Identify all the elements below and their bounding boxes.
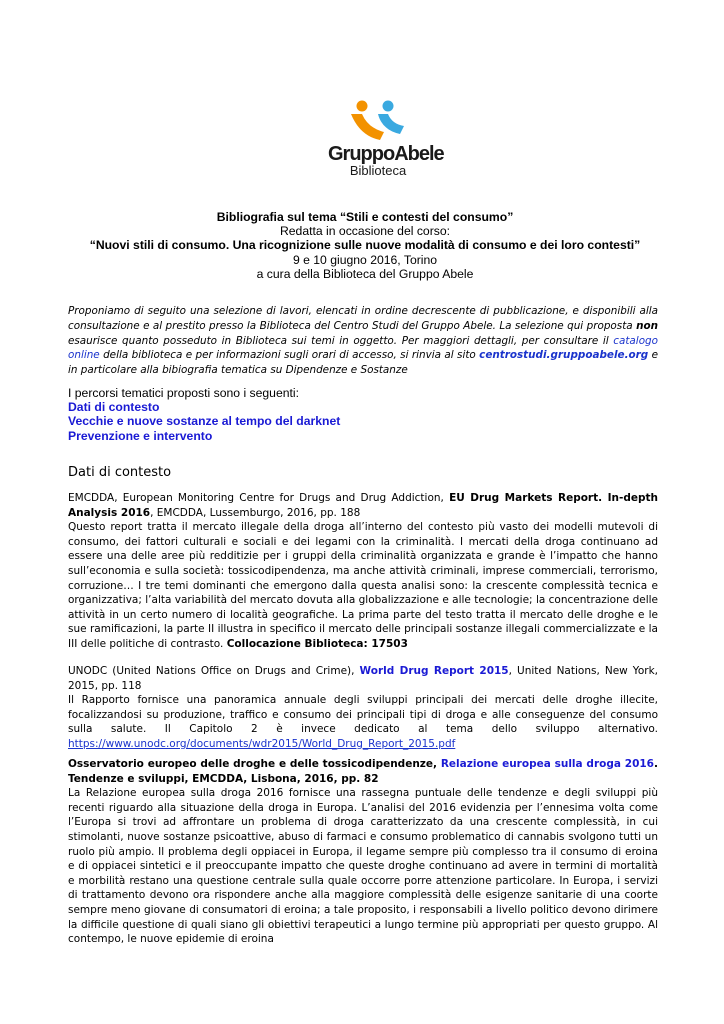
entry-location: Collocazione Biblioteca: 17503 xyxy=(226,637,408,650)
course-date: 9 e 10 giugno 2016, Torino xyxy=(292,252,438,267)
path-link-prevenzione-intervento[interactable]: Prevenzione e intervento xyxy=(68,428,213,443)
bibliography-entry xyxy=(68,491,658,652)
course-title: “Nuovi stili di consumo. Una ricognizione sulle nuove modalità di consumo e dei loro contesti” xyxy=(89,238,641,253)
entry-citation: Osservatorio europeo delle droghe e delle tossicodipendenze, Relazione europea sulla droga 2016. Tendenze e sviluppi, EMCDDA, Lisbona, 2016, pp. 82 xyxy=(68,758,658,785)
entry-url-link[interactable]: https://www.unodc.org/documents/wdr2015/World_Drug_Report_2015.pdf xyxy=(68,737,456,750)
entry-abstract: La Relazione europea sulla droga 2016 fornisce una rassegna puntuale delle tendenze e degli sviluppi più recenti riguardo alla situazione della droga in Europa. L’analisi del 2016 evidenzia per l’ennesima volta come l’Europa si trovi ad affrontare un problema di droga caratterizzato da una crescente complessità, in cui stimolanti, nuove sostanze psicoattive, abuso di farmaci e consumo problematico di cannabis svolgono tutti un ruolo più ampio. Il problema degli oppiacei in Europa, il legame sempre più complesso tra il consumo di eroina e di oppiacei sintetici e il preoccupante impatto che queste droghe continuano ad avere in termini di mortalità e morbilità restano una questione centrale sulla quale occorre porre attenzione particolare. In Europa, i servizi di trattamento devono ora rispondere anche alla maggiore complessità delle esigenze sanitarie di una coorte sempre meno giovane di consumatori di eroina; a tale proposito, i responsabili a livello politico devono dirimere la difficile questione di quali siano gli obiettivi terapeutici a lungo termine più appropriati per questo gruppo. Al contempo, le nuove epidemie di eroina xyxy=(68,787,658,946)
logo-name: GruppoAbele xyxy=(328,143,444,165)
entry-title: World Drug Report 2015 xyxy=(359,665,509,677)
bibliography-entry xyxy=(68,757,658,947)
thematic-paths xyxy=(68,386,658,443)
entry-title: Relazione europea sulla droga 2016 xyxy=(440,758,654,770)
site-link[interactable]: centrostudi.gruppoabele.org xyxy=(479,349,649,362)
catalog-link[interactable]: catalogo online xyxy=(68,334,658,362)
bibliography-entry xyxy=(68,664,658,752)
logo-subtitle: Biblioteca xyxy=(349,163,407,178)
bibliography-title: Bibliografia sul tema “Stili e contesti del consumo” xyxy=(216,210,514,224)
path-link-dati-di-contesto[interactable]: Dati di contesto xyxy=(68,400,160,415)
curated-by: a cura della Biblioteca del Gruppo Abele xyxy=(256,266,474,281)
entry-citation: UNODC (United Nations Office on Drugs and Crime), World Drug Report 2015, United Nations, New York, 2015, pp. 118 xyxy=(68,665,658,692)
occasion-line: Redatta in occasione del corso: xyxy=(279,224,451,239)
entry-title: EU Drug Markets Report. In-depth Analysis 2016 xyxy=(68,492,658,519)
entry-citation: EMCDDA, European Monitoring Centre for Drugs and Drug Addiction, EU Drug Markets Report. In-depth Analysis 2016, EMCDDA, Lussemburgo, 2016, pp. 188 xyxy=(68,492,658,519)
paths-intro: I percorsi tematici proposti sono i seguenti: xyxy=(68,386,299,400)
section-title: Dati di contesto xyxy=(68,465,172,480)
intro-paragraph: Proponiamo di seguito una selezione di lavori, elencati in ordine decrescente di pubblicazione, e disponibili alla consultazione e al prestito presso la Biblioteca del Centro Studi del Gruppo Abele. La selezione qui proposta non esaurisce quanto posseduto in Biblioteca sui temi in oggetto. Per maggiori dettagli, per consultare il catalogo online della biblioteca e per informazioni sugli orari di accesso, si rinvia al sito centrostudi.gruppoabele.org e in particolare alla bibiografia tematica su Dipendenze e Sostanze xyxy=(68,305,658,377)
emphasis-non: non xyxy=(636,319,658,332)
document-heading xyxy=(68,210,662,281)
gruppo-abele-logo xyxy=(328,100,444,184)
entry-abstract: Il Rapporto fornisce una panoramica annuale degli sviluppi principali dei mercati delle droghe illecite, focalizzandosi su produzione, traffico e consumo dei principali tipi di droga e alle conseguenze del consumo sulla salute. Il Capitolo 2 è invece dedicato al tema dello sviluppo alternativo. https://www.unodc.org/documents/wdr2015/World_Drug_Report_2015.pdf xyxy=(68,694,658,750)
entry-abstract: Questo report tratta il mercato illegale della droga all’interno del contesto più vasto dei modelli mutevoli di consumo, dei fattori culturali e sociali e dei legami con la criminalità. I mercati della droga continuano ad essere una delle aree più redditizie per i gruppi della criminalità organizzata e grande è l’impatto che hanno sull’economia e sulla società: tossicodipendenza, ma anche attività criminali, imprese commerciali, terrorismo, corruzione… I tre temi dominanti che emergono dalla questa analisi sono: la crescente complessità tecnica e organizzativa; l’alta variabilità del mercato dovuta alla globalizzazione e alle tecnologie; la concentrazione delle attività in un certo numero di località geografiche. La prima parte del testo tratta il mercato delle droghe e le sue ramificazioni, la parte II illustra in specifico il mercato delle principali sostanze illegali commercializzate e la III delle politiche di contrasto. Collocazione Biblioteca: 17503 xyxy=(68,521,658,650)
path-link-vecchie-nuove-sostanze[interactable]: Vecchie e nuove sostanze al tempo del darknet xyxy=(68,414,341,429)
logo-figures-icon xyxy=(348,100,408,144)
